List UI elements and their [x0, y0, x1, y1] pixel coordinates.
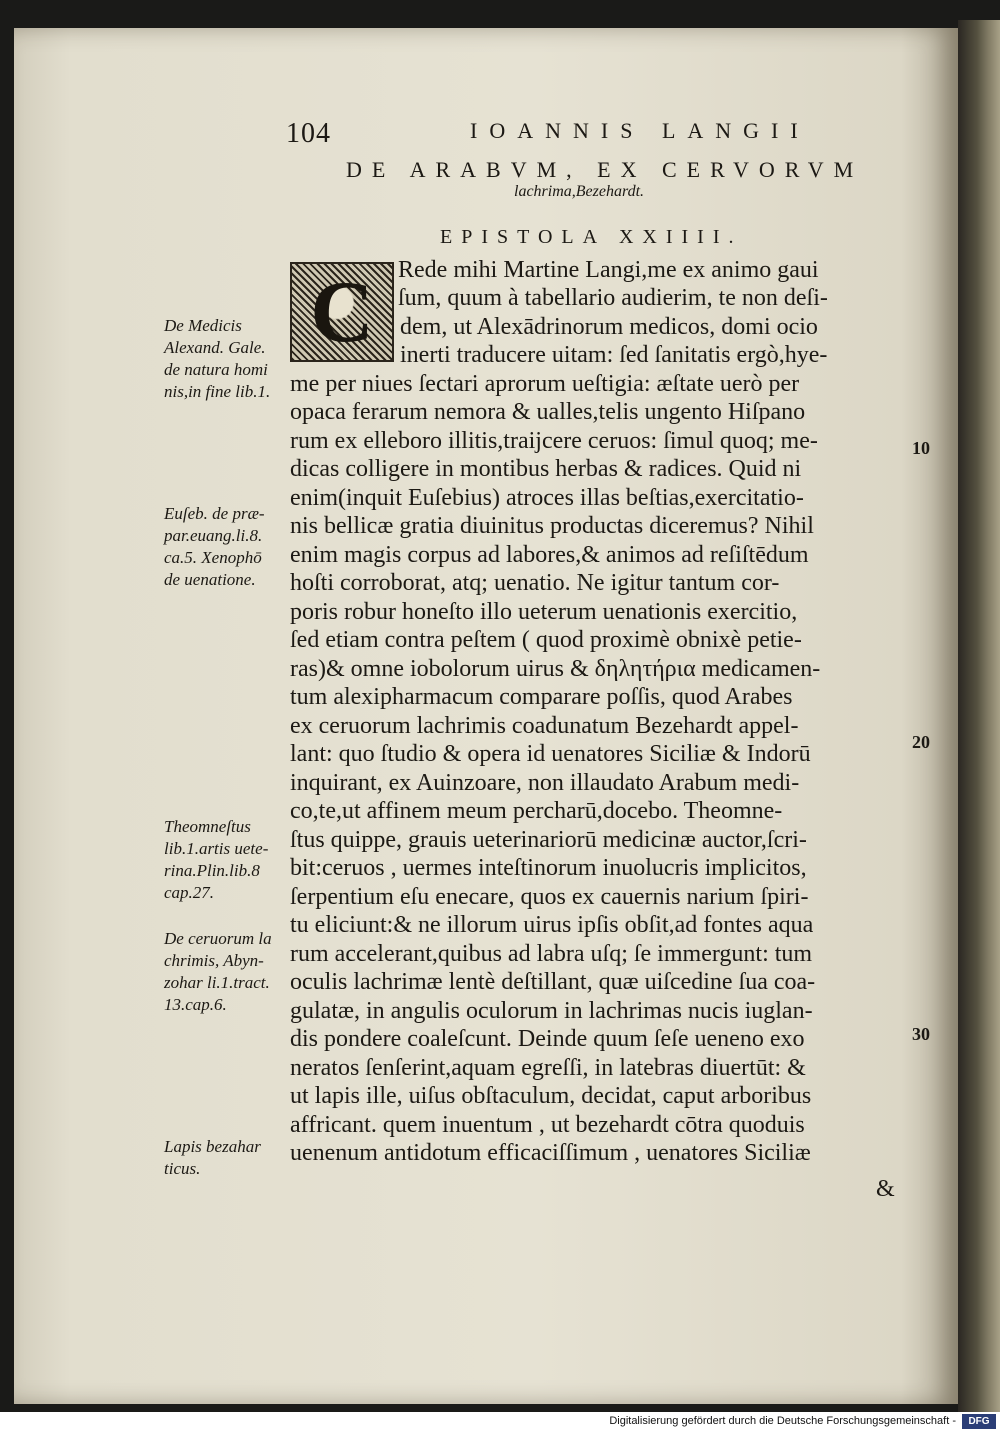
line-number: 10 — [912, 438, 930, 458]
body-line: ſed etiam contra peſtem ( quod proximè obnixè petie- — [290, 627, 802, 653]
margin-note — [164, 315, 270, 403]
body-line: Rede mihi Martine Langi,me ex animo gaui — [398, 257, 819, 283]
body-line: inerti traducere uitam: ſed ſanitatis ergò,hye- — [400, 342, 828, 368]
margin-note-line: Theomneſtus — [164, 817, 251, 836]
body-line: inquirant, ex Auinzoare, non illaudato Arabum medi- — [290, 770, 800, 796]
body-line: dem, ut Alexādrinorum medicos, domi ocio — [400, 314, 818, 340]
body-line: oculis lachrimæ lentè deſtillant, quæ uiſcedine ſua coa- — [290, 969, 816, 995]
body-line: nis bellicæ gratia diuinitus productas diceremus? Nihil — [290, 513, 814, 539]
margin-note-line: zohar li.1.tract. — [164, 973, 270, 992]
body-line: gulatæ, in angulis oculorum in lachrimas nucis iuglan- — [290, 998, 813, 1024]
body-line: co,te,ut affinem meum percharū,docebo. Theomne- — [290, 798, 783, 824]
dfg-logo — [962, 1414, 996, 1429]
dfg-logo-text: DFG — [968, 1416, 990, 1427]
body-line: & — [876, 1176, 895, 1202]
body-line: uenenum antidotum efficaciſſimum , uenatores Siciliæ — [290, 1140, 811, 1166]
epistola-heading: EPISTOLA XXIIII. — [440, 226, 743, 248]
initial-letter: C — [310, 263, 374, 361]
margin-note-line: Alexand. Gale. — [164, 338, 266, 357]
body-line: ſtus quippe, grauis ueterinariorū medicinæ auctor,ſcri- — [290, 827, 807, 853]
body-line: enim magis corpus ad labores,& animos ad reſiſtēdum — [290, 542, 809, 568]
margin-note-line: de uenatione. — [164, 570, 256, 589]
body-line: ſerpentium eſu enecare, quos ex cauernis narium ſpiri- — [290, 884, 809, 910]
margin-note-line: rina.Plin.lib.8 — [164, 861, 260, 880]
margin-note-line: ca.5. Xenophō — [164, 548, 262, 567]
body-line: ut lapis ille, uiſus obſtaculum, decidat, caput arboribus — [290, 1083, 812, 1109]
running-head: IOANNIS LANGII — [470, 118, 810, 143]
digitization-footer — [0, 1412, 1000, 1432]
letter-title: DE ARABVM, EX CERVORVM — [346, 157, 864, 182]
body-line: tum alexipharmacum comparare poſſis, quod Arabes — [290, 684, 793, 710]
margin-note-line: De Medicis — [164, 316, 242, 335]
body-line: affricant. quem inuentum , ut bezehardt cōtra quoduis — [290, 1112, 805, 1138]
margin-note-line: ticus. — [164, 1159, 201, 1178]
line-number: 20 — [912, 732, 930, 752]
page-number: 104 — [286, 118, 331, 149]
margin-note-line: De ceruorum la — [164, 929, 272, 948]
margin-note — [164, 1136, 261, 1180]
body-line: neratos ſenſerint,aquam egreſſi, in latebras diuertūt: & — [290, 1055, 806, 1081]
body-line: opaca ferarum nemora & ualles,telis ungento Hiſpano — [290, 399, 806, 425]
letter-subtitle: lachrima,Bezehardt. — [514, 183, 645, 200]
line-number: 30 — [912, 1024, 930, 1044]
body-line: lant: quo ſtudio & opera id uenatores Siciliæ & Indorū — [290, 741, 811, 767]
margin-note-line: par.euang.li.8. — [164, 526, 263, 545]
body-line: dicas colligere in montibus herbas & radices. Quid ni — [290, 456, 802, 482]
footer-credit: Digitalisierung gefördert durch die Deutsche Forschungsgemeinschaft - — [609, 1415, 956, 1427]
decorated-initial — [290, 262, 394, 362]
margin-note-line: 13.cap.6. — [164, 995, 227, 1014]
body-line: tu eliciunt:& ne illorum uirus ipſis obſit,ad fontes aqua — [290, 912, 814, 938]
margin-note-line: Lapis bezahar — [164, 1137, 261, 1156]
margin-note — [164, 503, 265, 591]
margin-note-line: cap.27. — [164, 883, 215, 902]
body-line: ex ceruorum lachrimis coadunatum Bezehardt appel- — [290, 713, 799, 739]
margin-note-line: nis,in fine lib.1. — [164, 382, 271, 401]
body-line: poris robur honeſto illo ueterum uenationis exercitio, — [290, 599, 798, 625]
margin-note-line: lib.1.artis uete- — [164, 839, 269, 858]
body-line: dis pondere coaleſcunt. Deinde quum ſeſe ueneno exo — [290, 1026, 805, 1052]
margin-note — [164, 928, 272, 1016]
body-line: hoſti corroborat, atq; uenatio. Ne igitur tantum cor- — [290, 570, 780, 596]
body-line: rum accelerant,quibus ad labra uſq; ſe immergunt: tum — [290, 941, 813, 967]
margin-note-line: de natura homi — [164, 360, 268, 379]
body-line: me per niues ſectari aprorum ueſtigia: æſtate uerò per — [290, 371, 800, 397]
body-line: bit:ceruos , uermes inteſtinorum inuolucris implicitos, — [290, 855, 807, 881]
body-line: ſum, quum à tabellario audierim, te non deſi- — [398, 285, 828, 311]
margin-note — [164, 816, 268, 904]
margin-note-line: chrimis, Abyn- — [164, 951, 264, 970]
body-line: enim(inquit Euſebius) atroces illas beſtias,exercitatio- — [290, 485, 804, 511]
body-line: rum ex elleboro illitis,traijcere ceruos: ſimul quoq; me- — [290, 428, 818, 454]
book-spine-edge — [958, 20, 1000, 1412]
margin-note-line: Euſeb. de præ- — [164, 504, 265, 523]
body-line: ras)& omne iobolorum uirus & δηλητήρια medicamen- — [290, 656, 821, 682]
